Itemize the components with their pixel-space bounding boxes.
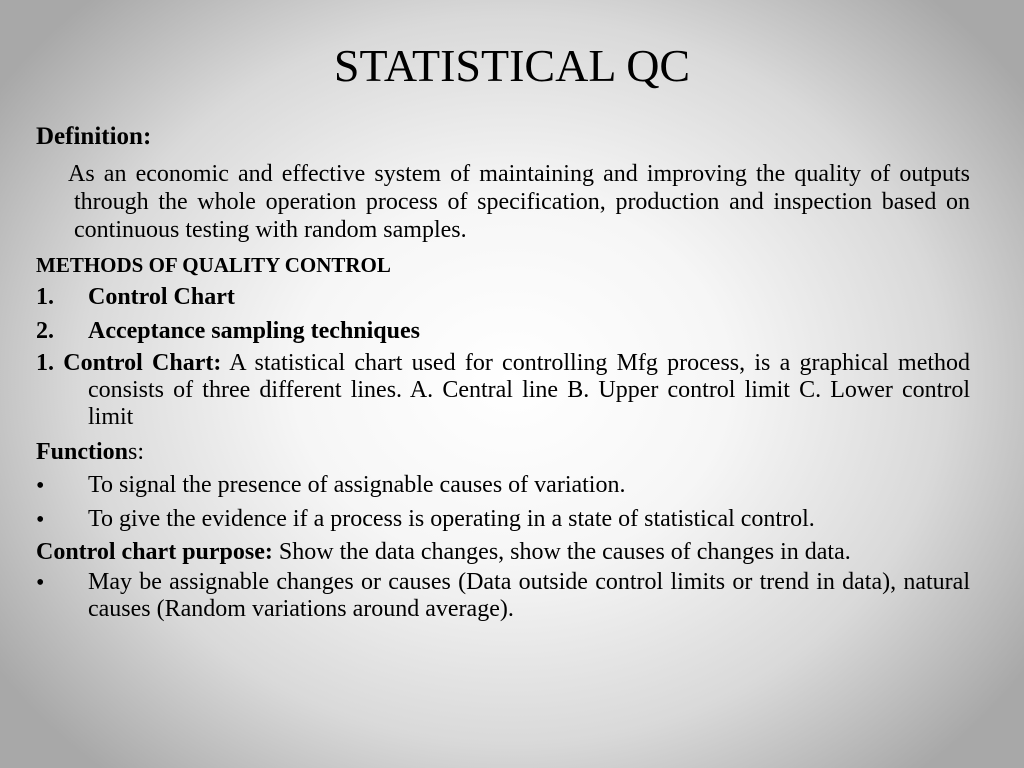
bullet-text: May be assignable changes or causes (Data outside control limits or trend in data), natural causes (Random variations around average). (88, 569, 970, 622)
methods-item-acceptance-sampling (36, 314, 970, 348)
slide-title: STATISTICAL QC (333, 40, 691, 91)
methods-item-label: Acceptance sampling techniques (88, 318, 420, 344)
bullet-icon: • (36, 473, 45, 499)
definition-body: As an economic and effective system of maintaining and improving the quality of outputs through the whole operation process of specification, production and inspection based on continuous testing with random samples. (68, 161, 970, 243)
bullet-text: To signal the presence of assignable causes of variation. (88, 472, 626, 498)
methods-heading: METHODS OF QUALITY CONTROL (36, 253, 391, 277)
methods-item-number: 2. (36, 318, 54, 344)
methods-item-label: Control Chart (88, 284, 235, 310)
bullet-icon: • (36, 507, 45, 533)
functions-heading (36, 435, 970, 469)
bullet-icon: • (36, 570, 45, 596)
methods-item-number: 1. (36, 284, 54, 310)
slide-content (36, 120, 970, 626)
definition-heading: Definition: (36, 123, 152, 150)
bullet-text: To give the evidence if a process is operating in a state of statistical control. (88, 506, 815, 532)
functions-heading-rest: s: (128, 439, 145, 465)
causes-bullet (36, 566, 970, 626)
purpose-lead: Control chart purpose: (36, 539, 273, 565)
methods-item-control-chart (36, 280, 970, 314)
control-chart-lead: 1. Control Chart: (36, 350, 222, 376)
purpose-body: Show the data changes, show the causes of changes in data. (272, 539, 851, 565)
functions-bullet (36, 469, 970, 503)
control-chart-body: A statistical chart used for controlling Mfg process, is a graphical method consists of three different lines. A. Central line B. Upper control limit C. Lower control limit (88, 350, 971, 430)
functions-heading-bold: Function (36, 439, 129, 465)
control-chart-paragraph (36, 350, 970, 431)
purpose-paragraph (36, 539, 970, 566)
functions-bullet (36, 503, 970, 537)
